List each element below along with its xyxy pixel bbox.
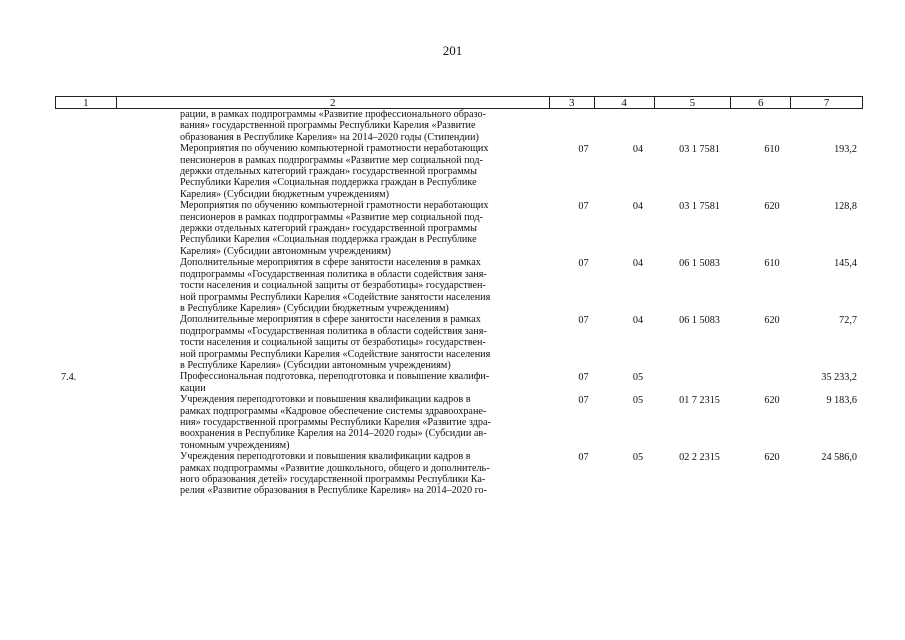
table-row (55, 143, 863, 200)
description-line: Республики Карелия «Социальная поддержка граждан в Республике (180, 234, 477, 246)
description-line: Учреждения переподготовки и повышения квалификации кадров в (180, 394, 471, 406)
target-article-code: 03 1 7581 (679, 144, 720, 156)
description-line: Учреждения переподготовки и повышения квалификации кадров в (180, 451, 471, 463)
expense-type-code: 620 (764, 201, 780, 213)
row-description (115, 394, 549, 451)
target-article-code: 06 1 5083 (679, 315, 720, 327)
section-code: 07 (578, 315, 589, 327)
description-line: пенсионеров в рамках подпрограммы «Развитие мер социальной под- (180, 154, 483, 166)
page-number: 201 (442, 43, 463, 58)
target-article-code: 06 1 5083 (679, 258, 720, 270)
amount: 35 233,2 (821, 372, 857, 384)
expense-type-code: 610 (764, 258, 780, 270)
row-number (55, 200, 115, 257)
amount: 72,7 (839, 315, 857, 327)
row-number (55, 257, 115, 314)
target-article-code (654, 109, 731, 143)
description-line: Дополнительные мероприятия в сфере занятости населения в рамках (180, 314, 481, 326)
description-line: пенсионеров в рамках подпрограммы «Развитие мер социальной под- (180, 211, 483, 223)
row-description (115, 200, 549, 257)
description-line: Профессиональная подготовка, переподготовка и повышение квалифи- (180, 371, 490, 383)
subsection-code: 04 (632, 315, 644, 327)
description-line: ной программы Республики Карелия «Содействие занятости населения (180, 348, 491, 360)
header-cell-1: 1 (83, 97, 89, 109)
row-description (115, 451, 549, 497)
section-code: 07 (578, 144, 589, 156)
description-line: держки отдельных категорий граждан» государственной программы (180, 223, 477, 235)
amount: 193,2 (834, 144, 857, 156)
amount: 145,4 (834, 258, 857, 270)
description-line: ного образования детей» государственной программы Республики Ка- (180, 474, 486, 485)
description-line: ния» государственной программы Республики Карелия «Развитие здра- (180, 416, 491, 428)
description-line: тости населения и социальной защиты от безработицы» государствен- (180, 337, 486, 349)
description-line: Карелия» (Субсидии автономным учреждениям) (180, 245, 391, 257)
section-code: 07 (578, 258, 589, 270)
description-line: в Республике Карелия» (Субсидии автономным учреждениям) (180, 359, 451, 371)
row-number (55, 394, 115, 451)
subsection-code: 05 (632, 452, 644, 464)
row-number: 7.4. (61, 372, 77, 384)
table-row (55, 200, 863, 257)
target-article-code: 01 7 2315 (679, 395, 720, 407)
description-line: в Республике Карелия» (Субсидии бюджетным учреждениям) (180, 302, 449, 314)
row-number (55, 109, 115, 143)
description-line: Карелия» (Субсидии бюджетным учреждениям) (180, 188, 389, 200)
description-line: воохранения в Республике Карелия на 2014–2020 годы» (Субсидии ав- (180, 428, 487, 440)
row-description (115, 257, 549, 314)
row-description (115, 109, 549, 143)
table-header-row (55, 96, 863, 109)
description-line: образования в Республике Карелия» на 2014–2020 годы (Стипендии) (180, 131, 479, 143)
description-line: Республики Карелия «Социальная поддержка граждан в Республике (180, 177, 477, 189)
subsection-code: 04 (632, 144, 644, 156)
amount (791, 109, 863, 143)
section-code (549, 109, 594, 143)
subsection-code: 04 (632, 258, 644, 270)
header-cell-5: 5 (654, 97, 731, 108)
description-line: тости населения и социальной защиты от безработицы» государствен- (180, 280, 486, 292)
row-description (115, 143, 549, 200)
description-line: Мероприятия по обучению компьютерной грамотности неработающих (180, 200, 489, 212)
description-line: тономным учреждениям) (180, 439, 290, 451)
description-line: рации, в рамках подпрограммы «Развитие профессионального образо- (180, 109, 486, 120)
amount: 24 586,0 (821, 452, 857, 464)
target-article-code (654, 371, 731, 394)
header-cell-6: 6 (730, 97, 790, 108)
row-number (55, 451, 115, 497)
subsection-code (594, 109, 654, 143)
row-description (115, 314, 549, 371)
description-line: вания» государственной программы Республики Карелия «Развитие (180, 120, 476, 132)
header-cell-4: 4 (594, 97, 654, 108)
table-body (55, 109, 863, 497)
header-cell-7: 7 (790, 97, 862, 108)
expense-type-code: 620 (764, 395, 780, 407)
row-description (115, 371, 549, 394)
row-number (55, 314, 115, 371)
budget-table (55, 96, 863, 497)
amount: 9 183,6 (826, 395, 857, 407)
table-row (55, 394, 863, 451)
description-line: рамках подпрограммы «Развитие дошкольного, общего и дополнитель- (180, 462, 490, 474)
description-line: кации (180, 382, 206, 394)
description-line: релия «Развитие образования в Республике Карелия» на 2014–2020 го- (180, 485, 488, 497)
amount: 128,8 (834, 201, 857, 213)
description-line: держки отдельных категорий граждан» государственной программы (180, 166, 477, 178)
table-row (55, 257, 863, 314)
target-article-code: 02 2 2315 (679, 452, 720, 464)
subsection-code: 05 (632, 372, 644, 384)
section-code: 07 (578, 372, 589, 384)
expense-type-code (731, 371, 791, 394)
target-article-code: 03 1 7581 (679, 201, 720, 213)
expense-type-code: 620 (764, 315, 780, 327)
description-line: подпрограммы «Государственная политика в области содействия заня- (180, 268, 487, 280)
section-code: 07 (578, 452, 589, 464)
subsection-code: 05 (632, 395, 644, 407)
table-row (55, 371, 863, 394)
subsection-code: 04 (632, 201, 644, 213)
header-cell-2: 2 (116, 97, 549, 108)
row-number (55, 143, 115, 200)
description-line: Дополнительные мероприятия в сфере занятости населения в рамках (180, 257, 481, 269)
description-line: подпрограммы «Государственная политика в области содействия заня- (180, 325, 487, 337)
section-code: 07 (578, 395, 589, 407)
table-row (55, 314, 863, 371)
section-code: 07 (578, 201, 589, 213)
description-line: рамках подпрограммы «Кадровое обеспечение системы здравоохране- (180, 405, 487, 417)
expense-type-code (731, 109, 791, 143)
table-row (55, 451, 863, 497)
table-row (55, 109, 863, 143)
header-cell-3: 3 (549, 97, 594, 108)
expense-type-code: 610 (764, 144, 780, 156)
expense-type-code: 620 (764, 452, 780, 464)
description-line: Мероприятия по обучению компьютерной грамотности неработающих (180, 143, 489, 155)
description-line: ной программы Республики Карелия «Содействие занятости населения (180, 291, 491, 303)
